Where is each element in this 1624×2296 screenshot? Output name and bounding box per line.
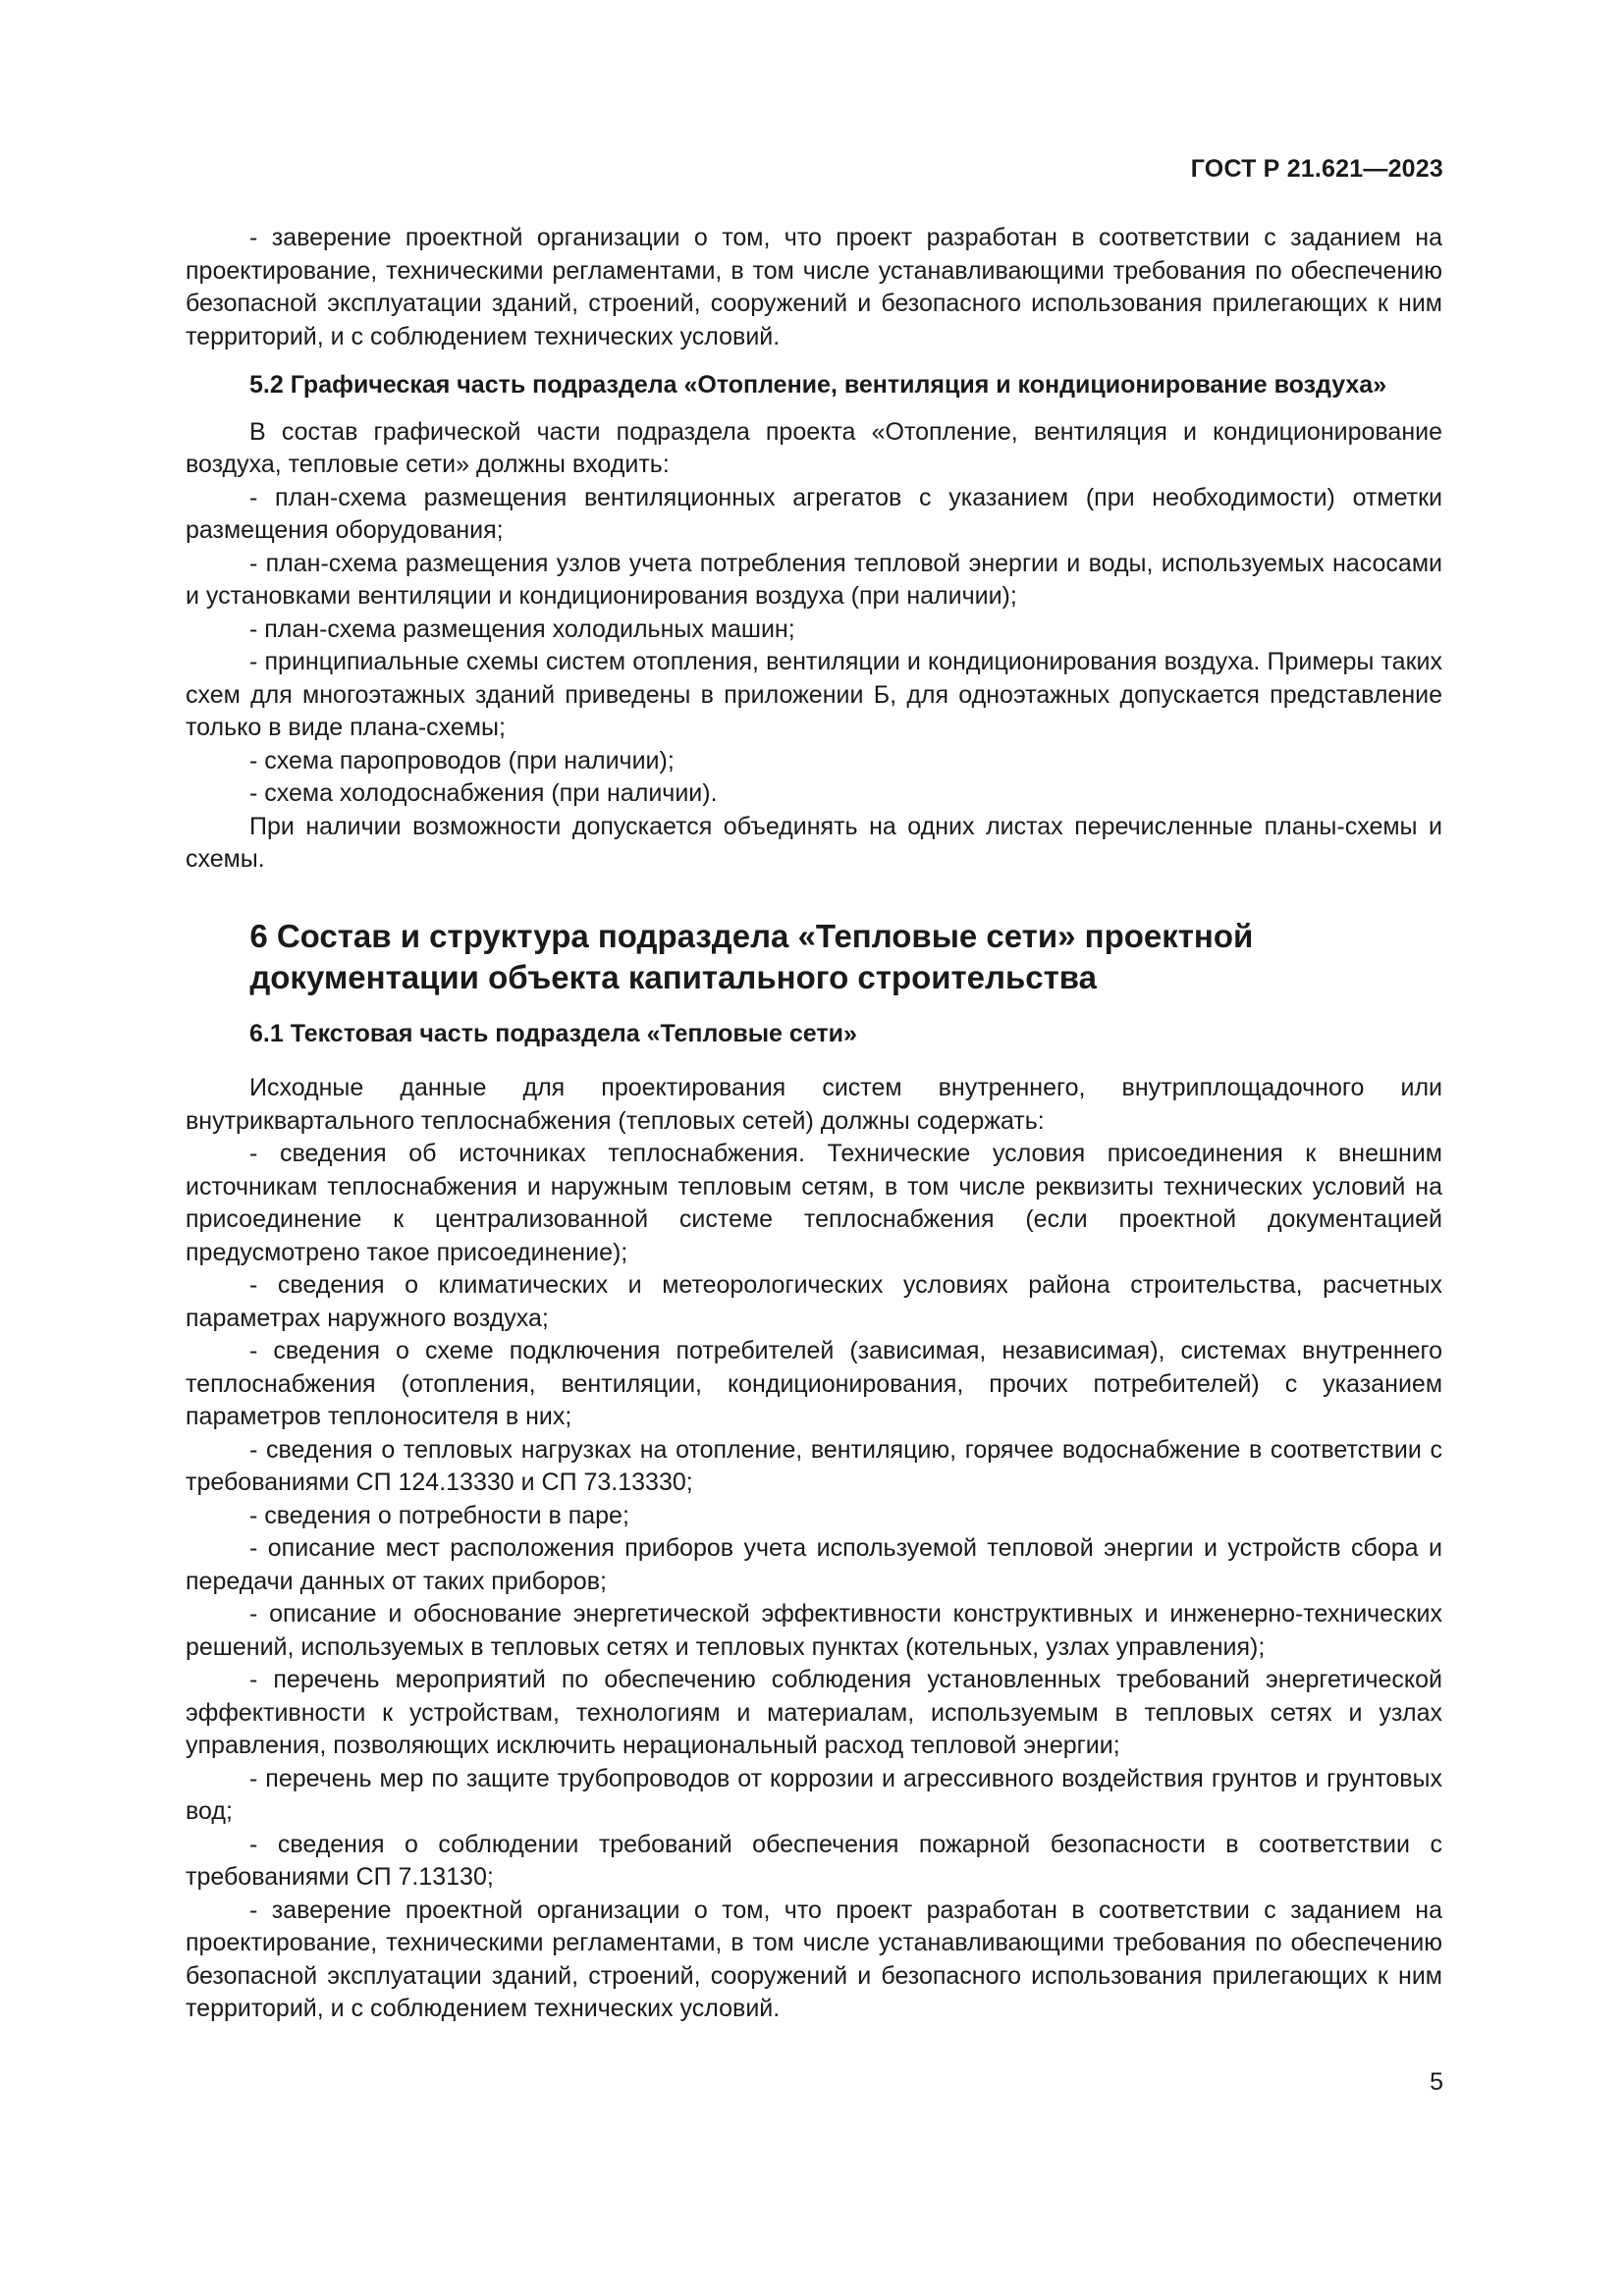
paragraph: При наличии возможности допускается объединять на одних листах перечисленные планы-схемы и схемы. [186,812,1442,873]
list-item: - схема холодоснабжения (при наличии). [249,779,718,807]
list-item: - сведения о потребности в паре; [249,1501,629,1529]
list-item: - план-схема размещения холодильных машин; [249,614,795,643]
paragraph: Исходные данные для проектирования систем внутреннего, внутриплощадочного или внутриквартального теплоснабжения (тепловых сетей) должны содержать: [186,1074,1442,1135]
paragraph: - заверение проектной организации о том, что проект разработан в соответствии с заданием на проектирование, техническими регламентами, в том числе устанавливающими требования по обеспечению безопасной эксплуатации зданий, строений, сооружений и безопасного использования прилегающих к ним территорий, и с соблюдением технических условий. [186,224,1442,350]
list-item: - план-схема размещения вентиляционных агрегатов с указанием (при необходимости) отметки размещения оборудования; [186,483,1442,544]
list-item: - сведения о соблюдении требований обеспечения пожарной безопасности в соответствии с требованиями СП 7.13130; [186,1830,1442,1891]
list-item: - план-схема размещения узлов учета потребления тепловой энергии и воды, используемых насосами и установками вентиляции и кондиционирования воздуха (при наличии); [186,549,1442,610]
document-code-header: ГОСТ Р 21.621—2023 [1190,155,1443,183]
list-item: - описание и обоснование энергетической эффективности конструктивных и инженерно-технических решений, используемых в тепловых сетях и тепловых пунктах (котельных, узлах управления); [186,1600,1442,1661]
subsection-heading-6-1: 6.1 Текстовая часть подраздела «Тепловые сети» [249,1019,857,1047]
list-item: - принципиальные схемы систем отопления, вентиляции и кондиционирования воздуха. Примеры таких схем для многоэтажных зданий приведены в приложении Б, для одноэтажных допускается представление только в виде плана-схемы; [186,648,1442,741]
subsection-heading-5-2: 5.2 Графическая часть подраздела «Отопление, вентиляция и кондиционирование воздуха» [249,371,1387,399]
list-item: - перечень мероприятий по обеспечению соблюдения установленных требований энергетической эффективности к устройствам, технологиям и материалам, используемым в тепловых сетях и узлах управления, позволяющих исключить нерациональный расход тепловой энергии; [186,1666,1442,1759]
list-item: - схема паропроводов (при наличии); [249,746,675,774]
list-item: - описание мест расположения приборов учета используемой тепловой энергии и устройств сбора и передачи данных от таких приборов; [186,1534,1442,1595]
list-item: - заверение проектной организации о том, что проект разработан в соответствии с заданием на проектирование, техническими регламентами, в том числе устанавливающими требования по обеспечению безопасной эксплуатации зданий, строений, сооружений и безопасного использования прилегающих к ним территорий, и с соблюдением технических условий. [186,1896,1442,2022]
list-item: - сведения о климатических и метеорологических условиях района строительства, расчетных параметрах наружного воздуха; [186,1271,1442,1332]
page-number: 5 [1430,2068,1443,2096]
list-item: - сведения о тепловых нагрузках на отопление, вентиляцию, горячее водоснабжение в соответствии с требованиями СП 124.13330 и СП 73.13330; [186,1435,1442,1496]
page-content [186,222,1442,2026]
paragraph: В состав графической части подраздела проекта «Отопление, вентиляция и кондиционирование воздуха, тепловые сети» должны входить: [186,417,1442,478]
section-heading-line: документации объекта капитального строительства [249,958,1098,995]
section-heading-6 [186,916,1442,998]
section-heading-line: 6 Состав и структура подраздела «Тепловые сети» проектной [249,917,1254,954]
list-item: - перечень мер по защите трубопроводов от коррозии и агрессивного воздействия грунтов и грунтовых вод; [186,1764,1442,1825]
list-item: - сведения об источниках теплоснабжения. Технические условия присоединения к внешним источникам теплоснабжения и наружным тепловым сетям, в том числе реквизиты технических условий на присоединение к централизованной системе теплоснабжения (если проектной документацией предусмотрено такое присоединение); [186,1140,1442,1266]
list-item: - сведения о схеме подключения потребителей (зависимая, независимая), системах внутреннего теплоснабжения (отопления, вентиляции, кондиционирования, прочих потребителей) с указанием параметров теплоносителя в них; [186,1337,1442,1430]
